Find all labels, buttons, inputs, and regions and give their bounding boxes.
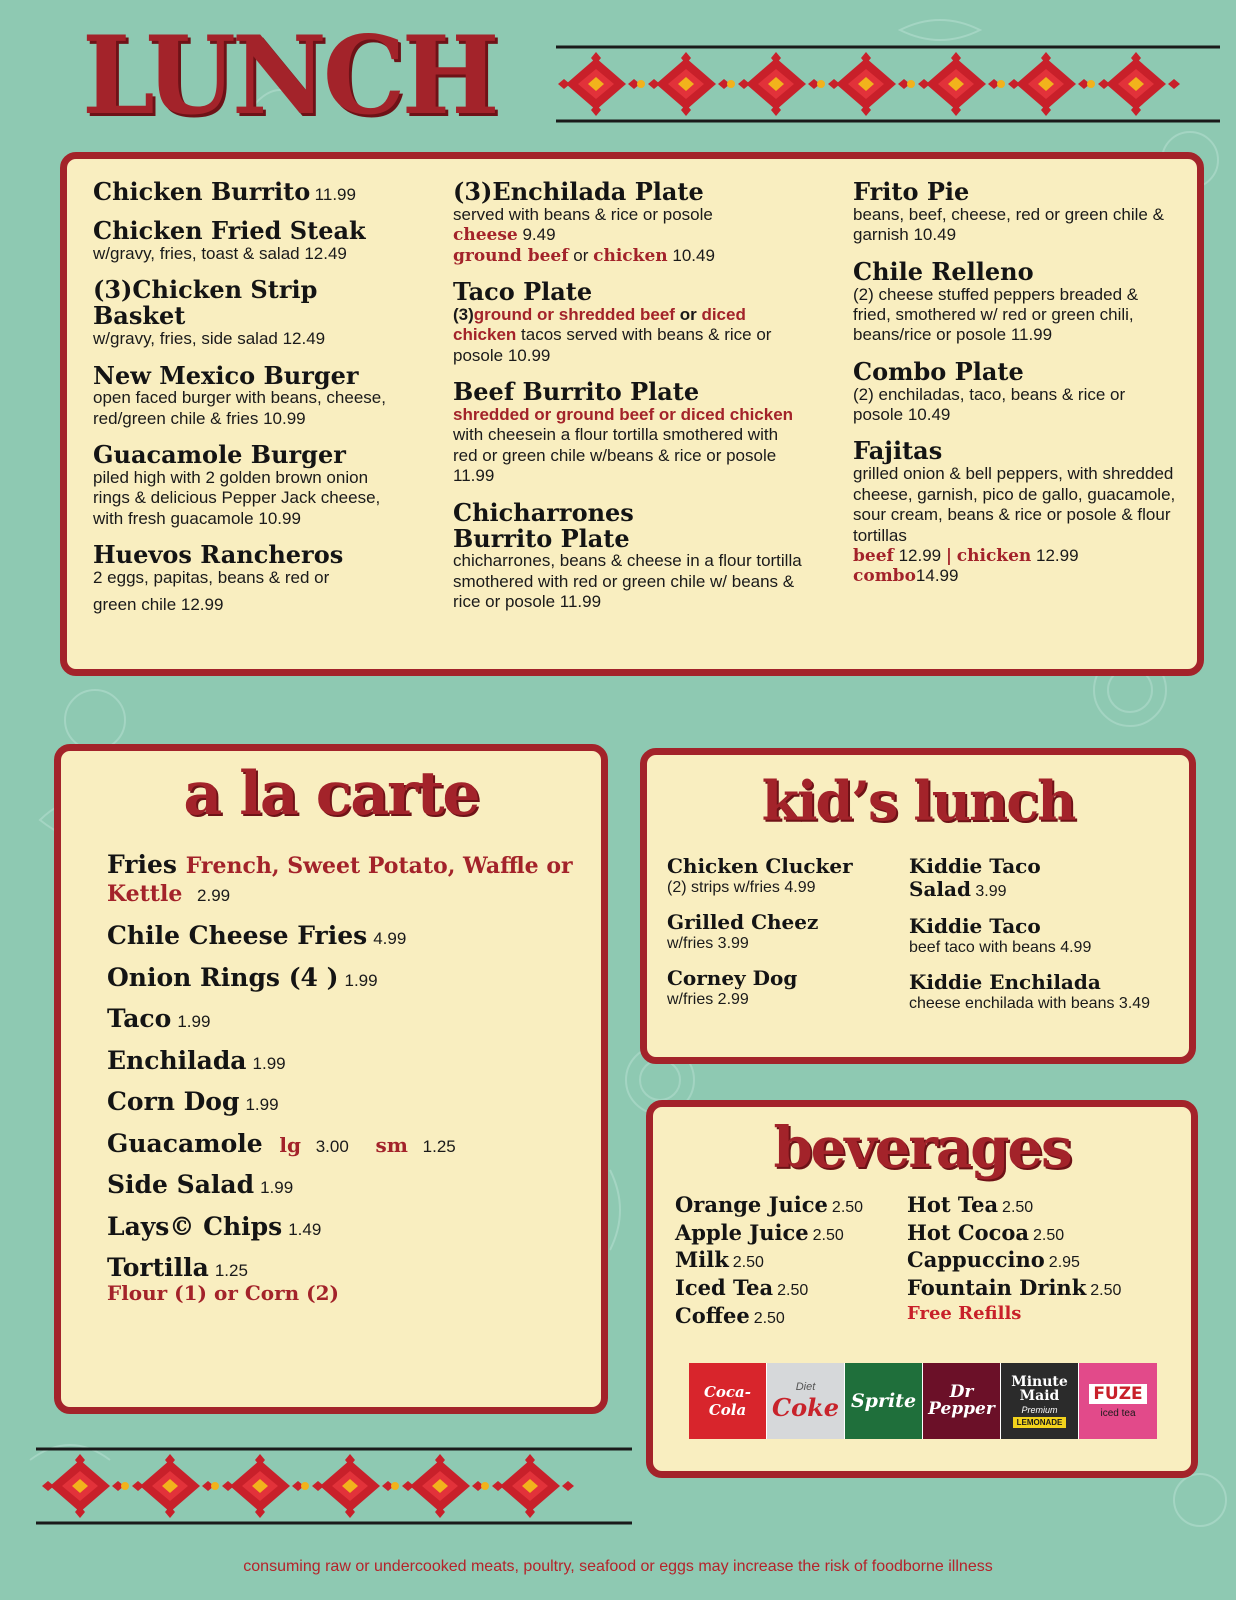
menu-item	[107, 1254, 587, 1304]
item-name: Huevos Rancheros	[93, 540, 344, 570]
lunch-panel	[60, 152, 1204, 676]
menu-item	[93, 542, 433, 615]
menu-item	[453, 179, 823, 266]
brand-logos	[689, 1363, 1157, 1439]
item-desc: (2) enchiladas, taco, beans & rice or posole 10.49	[853, 384, 1126, 425]
size-label: sm	[375, 1132, 408, 1157]
menu-item	[107, 1005, 587, 1033]
item-name: Corney Dog	[667, 965, 798, 990]
item-options: Flour (1) or Corn (2)	[107, 1280, 339, 1305]
option-label: beef	[853, 545, 894, 566]
item-price: 1.99	[344, 970, 378, 990]
item-name: Chile Relleno	[853, 256, 1034, 286]
item-price: 2.95	[1048, 1254, 1080, 1272]
lunch-column-2	[453, 179, 823, 626]
menu-item	[107, 964, 587, 992]
panel-title: beverages	[773, 1115, 1071, 1181]
menu-item	[93, 360, 433, 430]
item-price: 2.50	[812, 1226, 844, 1244]
menu-item	[667, 967, 907, 1011]
menu-item	[853, 256, 1193, 346]
option-price: 14.99	[915, 566, 959, 586]
desc-highlight: shredded or ground beef or diced chicken	[453, 405, 794, 425]
item-name: Grilled Cheez	[667, 909, 819, 934]
desc-highlight: diced chicken	[453, 304, 746, 345]
item-name: Chicken Clucker	[667, 854, 853, 878]
item-name: Chile Cheese Fries	[107, 921, 368, 950]
menu-item	[675, 1191, 905, 1219]
menu-item	[909, 855, 1099, 903]
menu-item	[907, 1191, 1187, 1219]
free-refills-note: Free Refills	[907, 1302, 1022, 1324]
menu-item	[907, 1246, 1187, 1274]
dr-pepper-logo: Dr Pepper	[923, 1363, 1001, 1439]
item-name: Lays© Chips	[107, 1211, 283, 1241]
menu-item	[107, 851, 587, 906]
menu-item	[853, 438, 1193, 586]
item-name: Side Salad	[107, 1170, 255, 1199]
desc-part: or	[679, 304, 697, 324]
option-separator: |	[945, 545, 953, 566]
menu-item	[675, 1302, 905, 1330]
menu-item	[453, 379, 823, 486]
item-desc: cheese enchilada with beans 3.49	[909, 994, 1151, 1012]
item-name: Kiddie Taco Salad	[909, 854, 1041, 901]
menu-item	[853, 179, 1193, 246]
option-price: 12.99	[1036, 545, 1079, 565]
beverages-panel	[646, 1100, 1198, 1478]
item-name: Cappuccino	[907, 1247, 1045, 1273]
desc-part: (3)	[453, 304, 474, 324]
option-label: combo	[853, 566, 916, 587]
coca-cola-logo: Coca-Cola	[689, 1363, 767, 1439]
item-name: Iced Tea	[675, 1275, 774, 1301]
item-name: Kiddie Enchilada	[909, 969, 1101, 994]
menu-item	[907, 1274, 1187, 1302]
item-price: 2.50	[732, 1254, 764, 1272]
item-name: Onion Rings (4 )	[107, 962, 339, 992]
item-option	[853, 546, 1193, 566]
option-label: ground beef	[453, 245, 569, 266]
item-name: Combo Plate	[853, 356, 1024, 386]
item-name: Chicken Burrito	[93, 177, 311, 206]
item-price: 11.99	[314, 185, 356, 204]
lunch-column-1	[93, 179, 433, 628]
option-label: cheese	[453, 225, 518, 246]
menu-item	[107, 1171, 587, 1199]
item-name: (3)Enchilada Plate	[453, 177, 704, 206]
option-label: chicken	[593, 245, 668, 266]
kids-left-column	[667, 855, 907, 1010]
menu-item	[93, 218, 433, 264]
item-desc: open faced burger with beans, cheese, red/green chile & fries 10.99	[93, 388, 386, 428]
item-name: Fries	[107, 850, 177, 879]
item-desc: w/gravy, fries, toast & salad 12.49	[93, 243, 347, 263]
menu-item	[853, 356, 1193, 426]
item-name: Corn Dog	[107, 1087, 240, 1116]
item-name: Chicharrones Burrito Plate	[453, 497, 634, 553]
option-label: chicken	[956, 545, 1032, 566]
page-title: LUNCH	[82, 13, 496, 139]
health-disclaimer: consuming raw or undercooked meats, poultry, seafood or eggs may increase the risk of foodborne illness	[243, 1558, 993, 1575]
menu-item	[909, 971, 1189, 1015]
item-desc	[453, 305, 783, 366]
item-desc: with cheesein a flour tortilla smothered with red or green chile w/beans & rice or posole 11.99	[453, 425, 779, 486]
beverages-left-column	[675, 1191, 905, 1330]
alacarte-list	[107, 851, 587, 1304]
item-name: Taco	[107, 1004, 172, 1033]
panel-title: kid’s lunch	[761, 769, 1075, 833]
item-price: 1.25	[214, 1261, 248, 1280]
menu-item	[675, 1219, 905, 1247]
item-name: Milk	[675, 1247, 729, 1273]
item-price: 2.50	[753, 1309, 785, 1327]
item-name: New Mexico Burger	[93, 360, 359, 390]
item-name: Hot Tea	[907, 1192, 999, 1217]
item-name: Orange Juice	[675, 1192, 828, 1217]
item-price: 2.50	[831, 1199, 864, 1216]
menu-item	[107, 1130, 587, 1158]
item-desc: grilled onion & bell peppers, with shredded cheese, garnish, pico de gallo, guacamole, sour cream, beans & rice or posole & flour tortillas	[853, 464, 1176, 545]
option-or: or	[573, 245, 589, 265]
kids-right-column	[909, 855, 1189, 1014]
item-name: Fountain Drink	[907, 1275, 1087, 1301]
option-price: 12.99	[898, 545, 942, 565]
item-name: Guacamole	[107, 1128, 263, 1158]
menu-item	[93, 442, 433, 529]
menu-item	[907, 1219, 1187, 1247]
option-price: 9.49	[522, 225, 556, 245]
item-price: 1.99	[245, 1095, 279, 1114]
beverages-right-column	[907, 1191, 1187, 1326]
item-desc: beans, beef, cheese, red or green chile & garnish 10.49	[853, 204, 1164, 245]
item-price: 4.99	[373, 929, 407, 948]
menu-item	[909, 915, 1189, 959]
menu-item	[93, 277, 433, 349]
item-price: 1.99	[260, 1178, 294, 1197]
lunch-column-3	[853, 179, 1193, 600]
item-name: Guacamole Burger	[93, 440, 346, 470]
item-desc: chicharrones, beans & cheese in a flour tortilla smothered with red or green chile w/ beans & rice or posole 11.99	[453, 551, 802, 612]
item-price: 2.50	[1090, 1282, 1122, 1300]
item-name: Kiddie Taco	[909, 913, 1041, 938]
menu-item	[667, 911, 907, 955]
item-options: French, Sweet Potato, Waffle or Kettle	[107, 853, 573, 907]
item-desc: w/fries 3.99	[667, 934, 749, 952]
item-desc: piled high with 2 golden brown onion rings & delicious Pepper Jack cheese, with fresh guacamole 10.99	[93, 468, 381, 528]
item-price: 1.99	[252, 1053, 286, 1073]
menu-item	[675, 1246, 905, 1274]
menu-item	[107, 1047, 587, 1075]
item-name: Coffee	[675, 1302, 750, 1328]
size-label: lg	[279, 1132, 301, 1157]
item-desc: 2 eggs, papitas, beans & red or	[93, 568, 330, 588]
sprite-logo: Sprite	[845, 1363, 923, 1439]
item-price: 2.50	[1002, 1199, 1034, 1216]
menu-item	[453, 279, 823, 366]
item-price: 2.99	[197, 885, 231, 905]
item-name: Hot Cocoa	[907, 1219, 1029, 1245]
menu-item	[107, 1088, 587, 1116]
panel-title: a la carte	[183, 759, 479, 829]
item-name: Beef Burrito Plate	[453, 377, 700, 407]
item-desc: (2) cheese stuffed peppers breaded & fried, smothered w/ red or green chili, beans/rice or posole 11.99	[853, 284, 1139, 345]
menu-item	[107, 922, 587, 950]
item-desc: green chile 12.99	[93, 594, 224, 614]
item-option	[453, 246, 823, 266]
fuze-logo: FUZE iced tea	[1079, 1363, 1157, 1439]
item-name: Enchilada	[107, 1045, 247, 1075]
option-price: 10.49	[672, 245, 715, 265]
top-aztec-border	[556, 44, 1220, 124]
item-name: Apple Juice	[675, 1219, 809, 1245]
item-price: 1.25	[422, 1136, 456, 1156]
minute-maid-logo: Minute Maid Premium LEMONADE	[1001, 1363, 1079, 1439]
menu-item	[667, 855, 907, 899]
item-name: Chicken Fried Steak	[93, 216, 366, 245]
item-option	[453, 225, 823, 245]
item-name: Tortilla	[107, 1253, 209, 1282]
item-price: 1.49	[288, 1219, 322, 1239]
item-desc: (2) strips w/fries 4.99	[667, 879, 816, 896]
item-name: (3)Chicken Strip Basket	[93, 275, 318, 331]
item-price: 2.50	[777, 1282, 809, 1300]
desc-text: tacos served with beans & rice or posole 10.99	[453, 325, 772, 365]
item-desc: w/gravy, fries, side salad 12.49	[93, 329, 326, 349]
menu-item	[107, 1213, 587, 1241]
item-option	[853, 566, 1193, 586]
item-price: 1.99	[177, 1012, 211, 1031]
item-price: 2.50	[1032, 1226, 1065, 1244]
item-desc: served with beans & rice or posole	[453, 204, 713, 224]
item-name: Taco Plate	[453, 277, 593, 307]
menu-item	[453, 497, 823, 613]
item-desc: w/fries 2.99	[667, 990, 749, 1008]
item-desc: beef taco with beans 4.99	[909, 938, 1092, 956]
item-price: 3.99	[975, 883, 1007, 900]
diet-coke-logo: Diet Coke	[767, 1363, 845, 1439]
kids-panel	[640, 748, 1196, 1064]
menu-item	[675, 1274, 905, 1302]
item-name: Frito Pie	[853, 177, 970, 206]
item-price: 3.00	[315, 1136, 349, 1156]
menu-item	[93, 179, 433, 205]
item-name: Fajitas	[853, 436, 943, 466]
bottom-aztec-border	[36, 1446, 632, 1526]
desc-highlight: ground or shredded beef	[473, 304, 675, 324]
alacarte-panel	[54, 744, 608, 1414]
